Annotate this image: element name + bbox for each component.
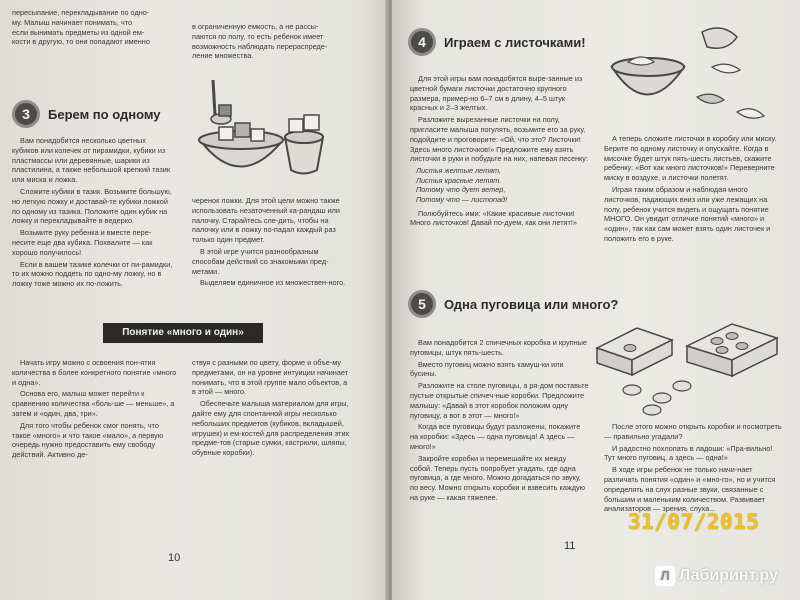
section-5-heading — [408, 290, 618, 318]
watermark-text: Лабиринт.ру — [679, 567, 778, 584]
section-title: Играем с листочками! — [444, 34, 586, 50]
section-title: Берем по одному — [48, 106, 161, 122]
paragraph: Вам понадобится 2 спичечных коробка и крупные пуговицы, штук пять-шесть. — [410, 338, 587, 357]
paragraph: Вам понадобится несколько цветных кубиков или колечек от пирамидки, кубики из пластмассы или деревянные, шарики из пластилина, а также небольшой крепкий тазик или миска и ложка. — [12, 136, 171, 185]
paragraph: черенок ложки. Для этой цели можно также использовать незаточенный ка-рандаш или палочку. Старайтесь сле-дить, чтобы на палочку или в ложку по-падал каждый раз только один предмет. — [192, 196, 341, 245]
poem-line: Листья красные летят. — [416, 175, 502, 185]
paragraph: Когда все пуговицы будут разложены, покажите на коробки: «Здесь — одна пуговица! А здесь — много!» — [410, 422, 581, 451]
paragraph: В ходе игры ребенок не только начи-нает различать понятия «один» и «мно-го», но и учится определять на слух разные звуки, связанные с большим и маленьким количеством. Развивает анализаторов — зрения, слуха... — [604, 465, 776, 514]
section-number-badge: 3 — [12, 100, 40, 128]
paragraph: Полюбуйтесь ими: «Какие красивые листочки! Много листочков! Давай по-дуем, как они летят!» — [410, 208, 577, 228]
paragraph: А теперь сложите листочки в коробку или миску. Берите по одному листочку и опускайте. Когда в мисочке будет штук пять-шесть листьев, скажите ребенку: «Вот как много листочков!» Переверните миску в воздухе, и листочки полетят. — [604, 134, 777, 183]
paragraph: И радостно похлопать в ладоши: «Пра-вильно! Тут много пуговиц, а здесь — одна!» — [604, 443, 773, 463]
left-bottom-text-right — [192, 358, 352, 460]
page-number-right: 11 — [564, 540, 576, 552]
poem-line: Листья желтые летят, — [416, 166, 502, 176]
text-line: если вынимать предметы из одной ем- — [12, 27, 145, 37]
paragraph: Если в вашем тазике колечки от пи-рамидки, то их можно поддеть по одно-му ложку, но в ложку тоже можно их по-ложить. — [12, 259, 173, 289]
paragraph: Выделяем единичное из множествен-ного. — [200, 278, 346, 288]
paragraph: После этого можно открыть коробки и посмотреть — правильно угадали? — [604, 422, 782, 441]
labirint-logo-icon: Л — [655, 566, 675, 586]
section-number-badge: 4 — [408, 28, 436, 56]
paragraph: Разложите вырезанные листочки на полу, пригласите малыша погулять, возьмите его за руку, подойдите и проговорите: «Ой, что это? Листочки! Здесь много листочков!» Предложите ему взять листочки в руки и побудьте на них, напевая песенку: — [410, 115, 588, 164]
text-line: кости в другую, то они попадают именно — [12, 37, 150, 47]
left-mid-text-left — [12, 136, 174, 291]
section-title: Одна пуговица или много? — [444, 296, 619, 312]
text-line: му. Малыш начинает понимать, что — [12, 17, 133, 27]
left-top-text-left — [12, 8, 174, 47]
paragraph: Разложите на столе пуговицы, а ря-дом поставьте пустые открытые спичеч-ные коробки. Предложите малышу: «Давай в этот коробок положим одну пуговицу, а вот в этот — много!» — [410, 381, 589, 420]
poem-line: Потому что — листопад! — [416, 194, 508, 204]
paragraph: ствуя с разными по цвету, форме и объе-му предметами, он на уровне интуиции начинает понимать, что в этой группе мало объектов, а в этой — много. — [192, 358, 349, 397]
paragraph: Для того чтобы ребенок смог понять, что такое «много» и что такое «мало», а первую очередь нужно предоставить ему свободу действий. Активно де- — [12, 420, 164, 460]
paragraph: Для этой игры вам понадобятся выре-занные из цветной бумаги листочки достаточно крупного размера, пример-но 6–7 см в длину, 4–5 штук красных и 2–3 желтых. — [410, 74, 583, 113]
paragraph: Обеспечьте малыша материалом для игры, дайте ему для спонтанной игры несколько небольших предметов (кубиков, вкладышей, игрушек) и ем-костей для распределения этих предме-тов (старые сумки, кастрюли, шляпы, обувные коробки). — [192, 399, 350, 458]
text-line: в ограниченную емкость, а не рассы- — [192, 22, 319, 31]
left-mid-text-right — [192, 196, 350, 290]
right-side-text-5 — [604, 422, 782, 516]
watermark — [655, 566, 778, 586]
page-number-left: 10 — [168, 552, 181, 564]
concept-heading-box: Понятие «много и один» — [103, 323, 263, 343]
paragraph: В этой игре учится разнообразным способам действий со знакомыми пред-метами. — [192, 246, 329, 276]
text-line: пересыпание, перекладывание по одно- — [12, 8, 150, 17]
bowl-leaves-illustration — [602, 22, 772, 142]
text-line: возможность наблюдать перераспреде- — [192, 41, 328, 51]
section-3-heading — [12, 100, 161, 128]
poem-line: Потому что дует ветер, — [416, 185, 506, 195]
paragraph: Начать игру можно с освоения пон-ятия количества в более конкретного понятие «много и одна». — [12, 358, 177, 387]
bowl-cubes-illustration — [185, 75, 340, 190]
text-line: ление множества. — [192, 51, 254, 61]
right-side-text-4 — [604, 134, 782, 246]
paragraph: Сложите кубики в тазик. Возьмите большую, но легкую ложку и доставай-те кубики ложкой по одному из тазика. Положите один кубик на ложку и перекладывайте в ведерко. — [12, 186, 172, 226]
right-main-text-5 — [410, 338, 590, 505]
section-number-badge: 5 — [408, 290, 436, 318]
section-4-heading — [408, 28, 586, 56]
paragraph: Вместо пуговиц можно взять камуш-ки или бусины. — [410, 359, 564, 379]
left-page — [0, 0, 388, 600]
matchboxes-buttons-illustration — [592, 308, 792, 420]
paragraph: Возьмите руку ребенка и вместе пере-несите еще два кубика. Похвалите — как хорошо получилось! — [12, 228, 153, 257]
text-line: паются по полу, то есть ребенок имеет — [192, 31, 324, 41]
right-main-text-4 — [410, 74, 590, 230]
left-bottom-text-left — [12, 358, 177, 462]
left-top-text-right — [192, 22, 352, 61]
paragraph: Основа его, малыш может перейти к сравнению количества «боль-ше — меньше», а затем и «один, два, три». — [12, 389, 175, 418]
poem — [416, 166, 590, 204]
paragraph: Играя таким образом и наблюдая много листочков, падающих вниз или уже лежащих на полу, ребенок учится видеть и ощущать понятие МНОГО. Он увидит отличие понятий «много» и «один», так как сам может взять один листочек и положить его в руке. — [604, 184, 771, 243]
paragraph: Закройте коробки и перемешайте их между собой. Теперь пусть попробует угадать, где одна пуговица, а где много. Можно догадаться по звуку, по весу. Можно открыть коробки и взвесить каждую на руке — какая тяжелее. — [410, 453, 586, 502]
date-stamp: 31/07/2015 — [628, 510, 760, 534]
